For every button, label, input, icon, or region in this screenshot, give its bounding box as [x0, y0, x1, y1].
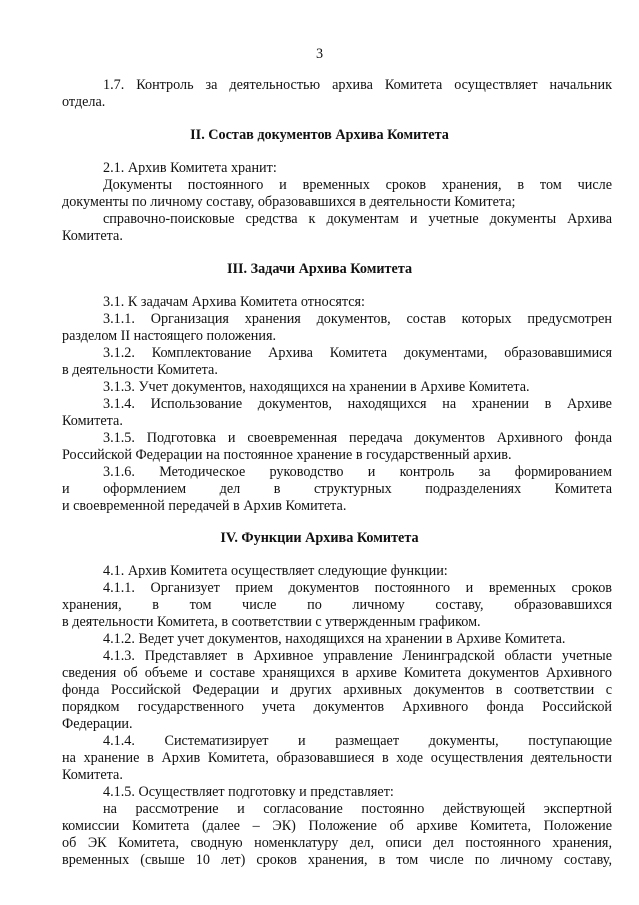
text-line: документы по личному составу, образовавшихся в деятельности Комитета;: [62, 194, 516, 210]
text-line: 3.1.3. Учет документов, находящихся на хранении в Архиве Комитета.: [103, 379, 530, 395]
text-line: временных (свыше 10 лет) сроков хранения, в том числе по личному составу,: [62, 852, 612, 868]
text-line: 3.1.6. Методическое руководство и контроль за формированием: [103, 464, 612, 480]
text-line: 4.1.5. Осуществляет подготовку и представляет:: [103, 784, 394, 800]
section-heading: II. Состав документов Архива Комитета: [190, 127, 449, 143]
text-line: 4.1.4. Систематизирует и размещает документы, поступающие: [103, 733, 612, 749]
text-line: 4.1.1. Организует прием документов постоянного и временных сроков: [103, 580, 612, 596]
text-line: комиссии Комитета (далее – ЭК) Положение об архиве Комитета, Положение: [62, 818, 612, 834]
text-line: Комитета.: [62, 228, 123, 244]
text-line: об ЭК Комитета, сводную номенклатуру дел, описи дел постоянного хранения,: [62, 835, 612, 851]
text-line: хранения, в том числе по личному составу, образовавшихся: [62, 597, 612, 613]
text-line: в деятельности Комитета.: [62, 362, 218, 378]
text-line: и своевременной передачей в Архив Комитета.: [62, 498, 347, 514]
page-number: 3: [315, 46, 324, 62]
section-heading: IV. Функции Архива Комитета: [220, 530, 419, 546]
text-line: 3.1.1. Организация хранения документов, состав которых предусмотрен: [103, 311, 612, 327]
text-line: 3.1.5. Подготовка и своевременная передача документов Архивного фонда: [103, 430, 612, 446]
text-line: порядком государственного учета документов Архивного фонда Российской: [62, 699, 612, 715]
text-line: сведения об объеме и составе хранящихся в архиве Комитета документов Архивного: [62, 665, 612, 681]
text-line: Документы постоянного и временных сроков хранения, в том числе: [103, 177, 612, 193]
text-line: справочно-поисковые средства к документам и учетные документы Архива: [103, 211, 612, 227]
text-line: Комитета.: [62, 413, 123, 429]
text-line: 4.1.2. Ведет учет документов, находящихся на хранении в Архиве Комитета.: [103, 631, 566, 647]
text-line: фонда Российской Федерации и других архивных документов в соответствии с: [62, 682, 612, 698]
text-line: Комитета.: [62, 767, 123, 783]
text-line: 1.7. Контроль за деятельностью архива Комитета осуществляет начальник: [103, 77, 612, 93]
text-line: отдела.: [62, 94, 106, 110]
text-line: и оформлением дел в структурных подразделениях Комитета: [62, 481, 612, 497]
text-line: на рассмотрение и согласование постоянно действующей экспертной: [103, 801, 612, 817]
text-line: 4.1.3. Представляет в Архивное управление Ленинградской области учетные: [103, 648, 612, 664]
section-heading: III. Задачи Архива Комитета: [226, 261, 413, 277]
text-line: в деятельности Комитета, в соответствии с утвержденным графиком.: [62, 614, 481, 630]
text-line: 4.1. Архив Комитета осуществляет следующие функции:: [103, 563, 448, 579]
text-line: на хранение в Архив Комитета, образовавшиеся в ходе осуществления деятельности: [62, 750, 612, 766]
text-line: 3.1.2. Комплектование Архива Комитета документами, образовавшимися: [103, 345, 612, 361]
text-line: Российской Федерации на постоянное хранение в государственный архив.: [62, 447, 512, 463]
text-line: Федерации.: [62, 716, 133, 732]
text-line: 3.1.4. Использование документов, находящихся на хранении в Архиве: [103, 396, 612, 412]
text-line: 3.1. К задачам Архива Комитета относятся:: [103, 294, 365, 310]
text-line: разделом II настоящего положения.: [62, 328, 277, 344]
text-line: 2.1. Архив Комитета хранит:: [103, 160, 277, 176]
